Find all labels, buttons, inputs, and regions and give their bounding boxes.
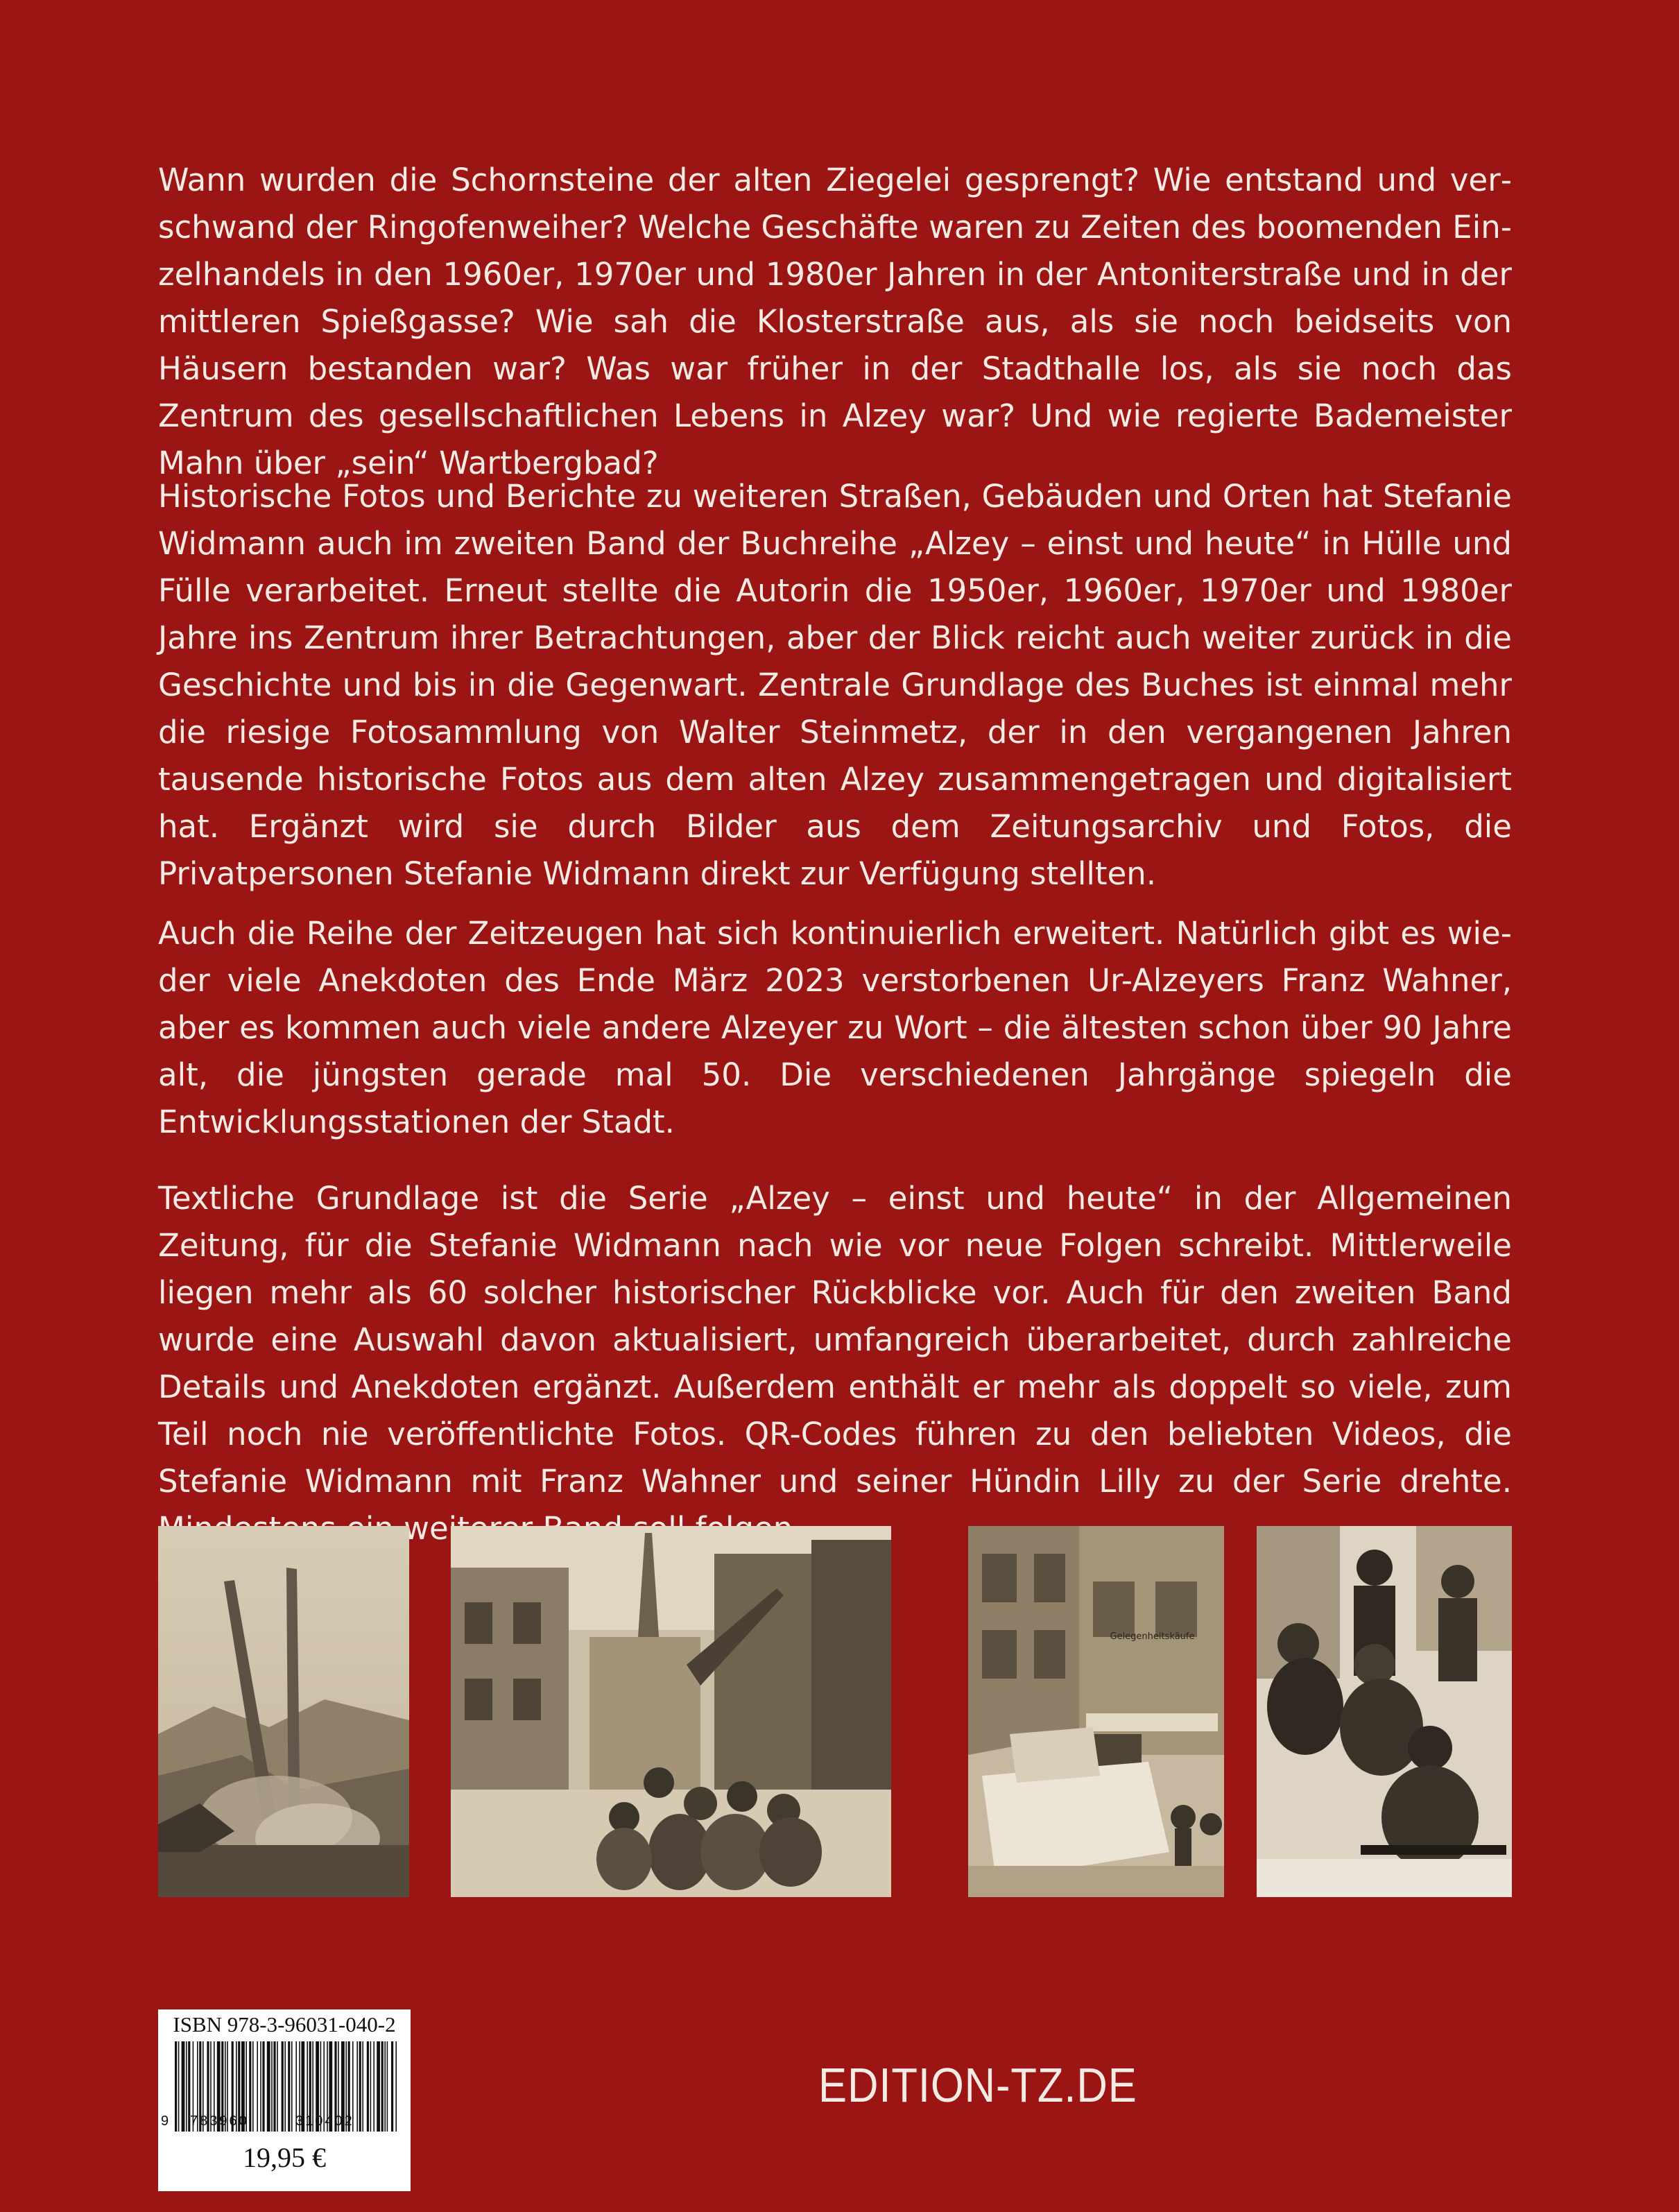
barcode-first-digit: 9 <box>161 2114 169 2129</box>
photos-paragraph: Historische Fotos und Berichte zu weiteren Straßen, Gebäuden und Orten hat Stefanie Widmann auch im zweiten Band der Buchreihe „Alzey – einst und heute“ in Hülle und Fülle verarbeitet. Erneut stellte die Autorin die 1950er, 1960er, 1970er und 1980er Jahre ins Zentrum ihrer Betrachtungen, aber der Blick reicht auch weiter zurück in die Geschichte und bis in die Gegenwart. Zentrale Grundlage des Buches ist einmal mehr die riesige Fotosammlung von Walter Steinmetz, der in den vergangenen Jahren tausende historische Fotos aus dem alten Alzey zusammengetragen und digitalisiert hat. Ergänzt wird sie durch Bilder aus dem Zeitungsarchiv und Fotos, die Privatpersonen Stefanie Widmann direkt zur Verfügung stellten. <box>158 478 1512 892</box>
barcode-left-digits: 783960 <box>190 2114 249 2129</box>
isbn-barcode-box <box>158 2009 411 2191</box>
photo-children-street <box>451 1526 891 1897</box>
shop-sign-text: Gelegenheitskäufe <box>1110 1631 1195 1642</box>
intro-paragraph: Wann wurden die Schornsteine der alten Ziegelei gesprengt? Wie entstand und verschwand der Ringofenweiher? Welche Geschäfte waren zu Zeiten des boomenden Einzelhandels in den 1960er, 1970er und 1980er Jahren in der Antoniterstraße und in der mittleren Spießgasse? Wie sah die Klosterstraße aus, als sie noch beidseits von Häusern bestanden war? Was war früher in der Stadthalle los, als sie noch das Zentrum des gesellschaftlichen Lebens in Alzey war? Und wie regierte Bademeister Mahn über „sein“ Wartbergbad? <box>158 162 1512 481</box>
price: 19,95 € <box>243 2142 326 2173</box>
photo-parade-float <box>968 1526 1224 1897</box>
witnesses-paragraph: Auch die Reihe der Zeitzeugen hat sich kontinuierlich erweitert. Natürlich gibt es wieder viele Anekdoten des Ende März 2023 verstorbenen Ur-Alzeyers Franz Wahner, aber es kommen auch viele andere Alzeyer zu Wort – die ältesten schon über 90 Jahre alt, die jüngsten gerade mal 50. Die verschiedenen Jahrgänge spiegeln die Entwicklungsstationen der Stadt. <box>158 915 1512 1140</box>
series-paragraph: Textliche Grundlage ist die Serie „Alzey – einst und heute“ in der Allgemeinen Zeitung, für die Stefanie Widmann nach wie vor neue Folgen schreibt. Mittlerweile liegen mehr als 60 solcher historischer Rückblicke vor. Auch für den zweiten Band wurde eine Auswahl davon aktualisiert, umfangreich überarbeitet, durch zahlreiche Details und Anekdoten ergänzt. Außerdem enthält er mehr als doppelt so viele, zum Teil noch nie veröffentlichte Fotos. QR-Codes führen zu den beliebten Videos, die Stefanie Widmann mit Franz Wahner und seiner Hündin Lilly zu der Serie drehte. <box>158 1180 1512 1500</box>
publisher-website: EDITION-TZ.DE <box>818 2058 1137 2112</box>
photo-chimney-demolition <box>158 1526 409 1897</box>
photo-children-sleds <box>1257 1526 1512 1897</box>
barcode-right-digits: 310402 <box>295 2114 354 2129</box>
isbn-label: ISBN 978-3-96031-040-2 <box>173 2012 396 2037</box>
